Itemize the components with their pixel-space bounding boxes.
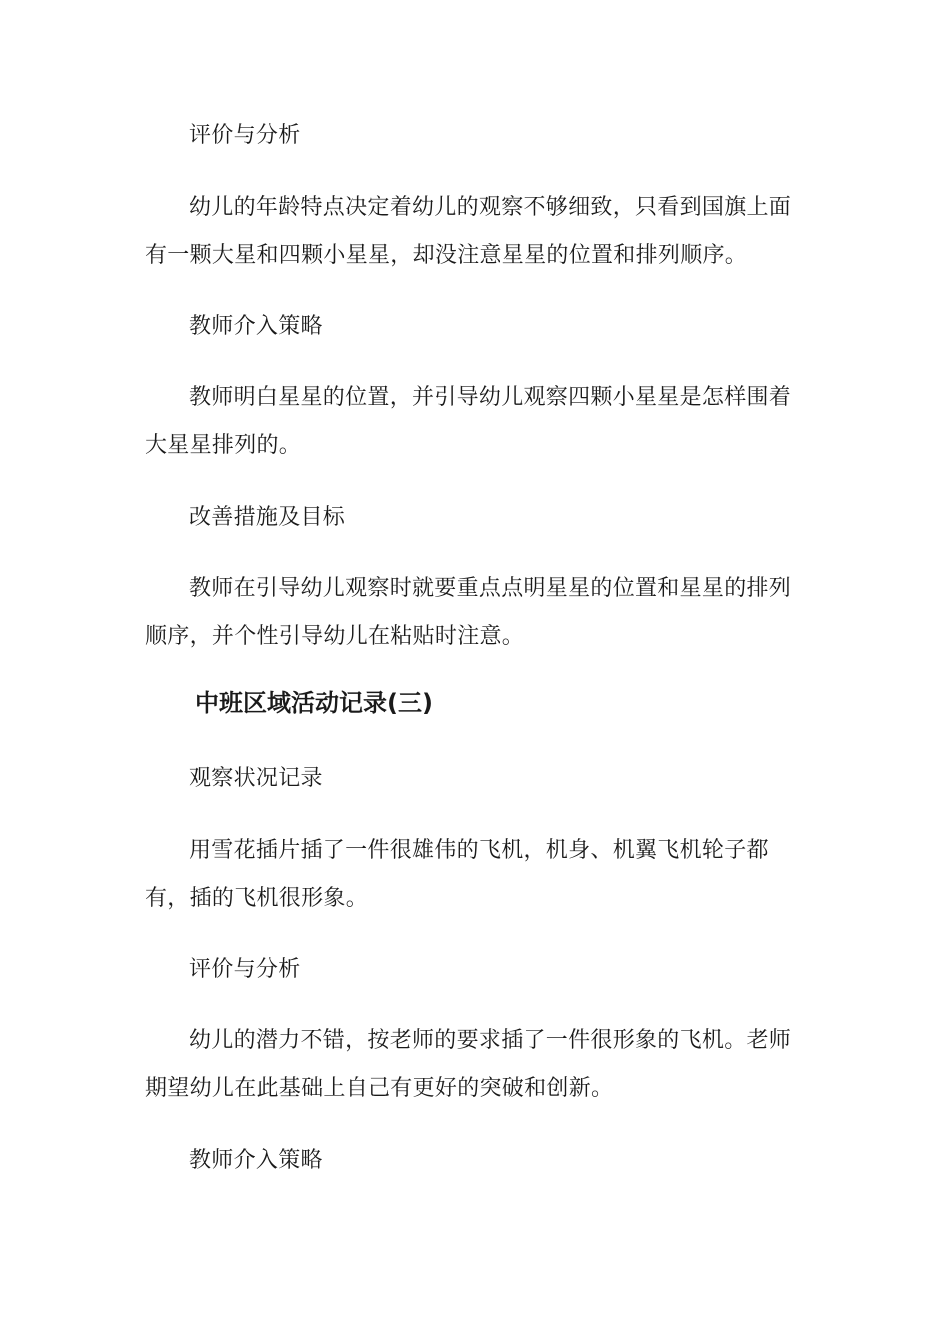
subheading-evaluation-2: 评价与分析 <box>189 957 301 982</box>
subheading-teacher-intervention: 教师介入策略 <box>189 314 323 339</box>
subheading-improvement-goals: 改善措施及目标 <box>189 505 346 530</box>
subheading-teacher-intervention-2: 教师介入策略 <box>189 1148 323 1173</box>
paragraph-observation-record: 用雪花插片插了一件很雄伟的飞机，机身、机翼飞机轮子都有，插的飞机很形象。 <box>145 838 769 911</box>
paragraph-improvement-detail: 教师在引导幼儿观察时就要重点点明星星的位置和星星的排列顺序，并个性引导幼儿在粘贴时注意。 <box>145 576 792 649</box>
subheading-evaluation: 评价与分析 <box>189 123 301 148</box>
paragraph-evaluation-detail: 幼儿的潜力不错，按老师的要求插了一件很形象的飞机。老师期望幼儿在此基础上自己有更好的突破和创新。 <box>145 1028 792 1101</box>
paragraph-observation-analysis: 幼儿的年龄特点决定着幼儿的观察不够细致，只看到国旗上面有一颗大星和四颗小星星，却没注意星星的位置和排列顺序。 <box>145 195 792 268</box>
section-title: 中班区域活动记录(三) <box>195 689 433 717</box>
paragraph-intervention-detail: 教师明白星星的位置，并引导幼儿观察四颗小星星是怎样围着大星星排列的。 <box>145 385 792 458</box>
subheading-observation-record: 观察状况记录 <box>189 766 323 791</box>
